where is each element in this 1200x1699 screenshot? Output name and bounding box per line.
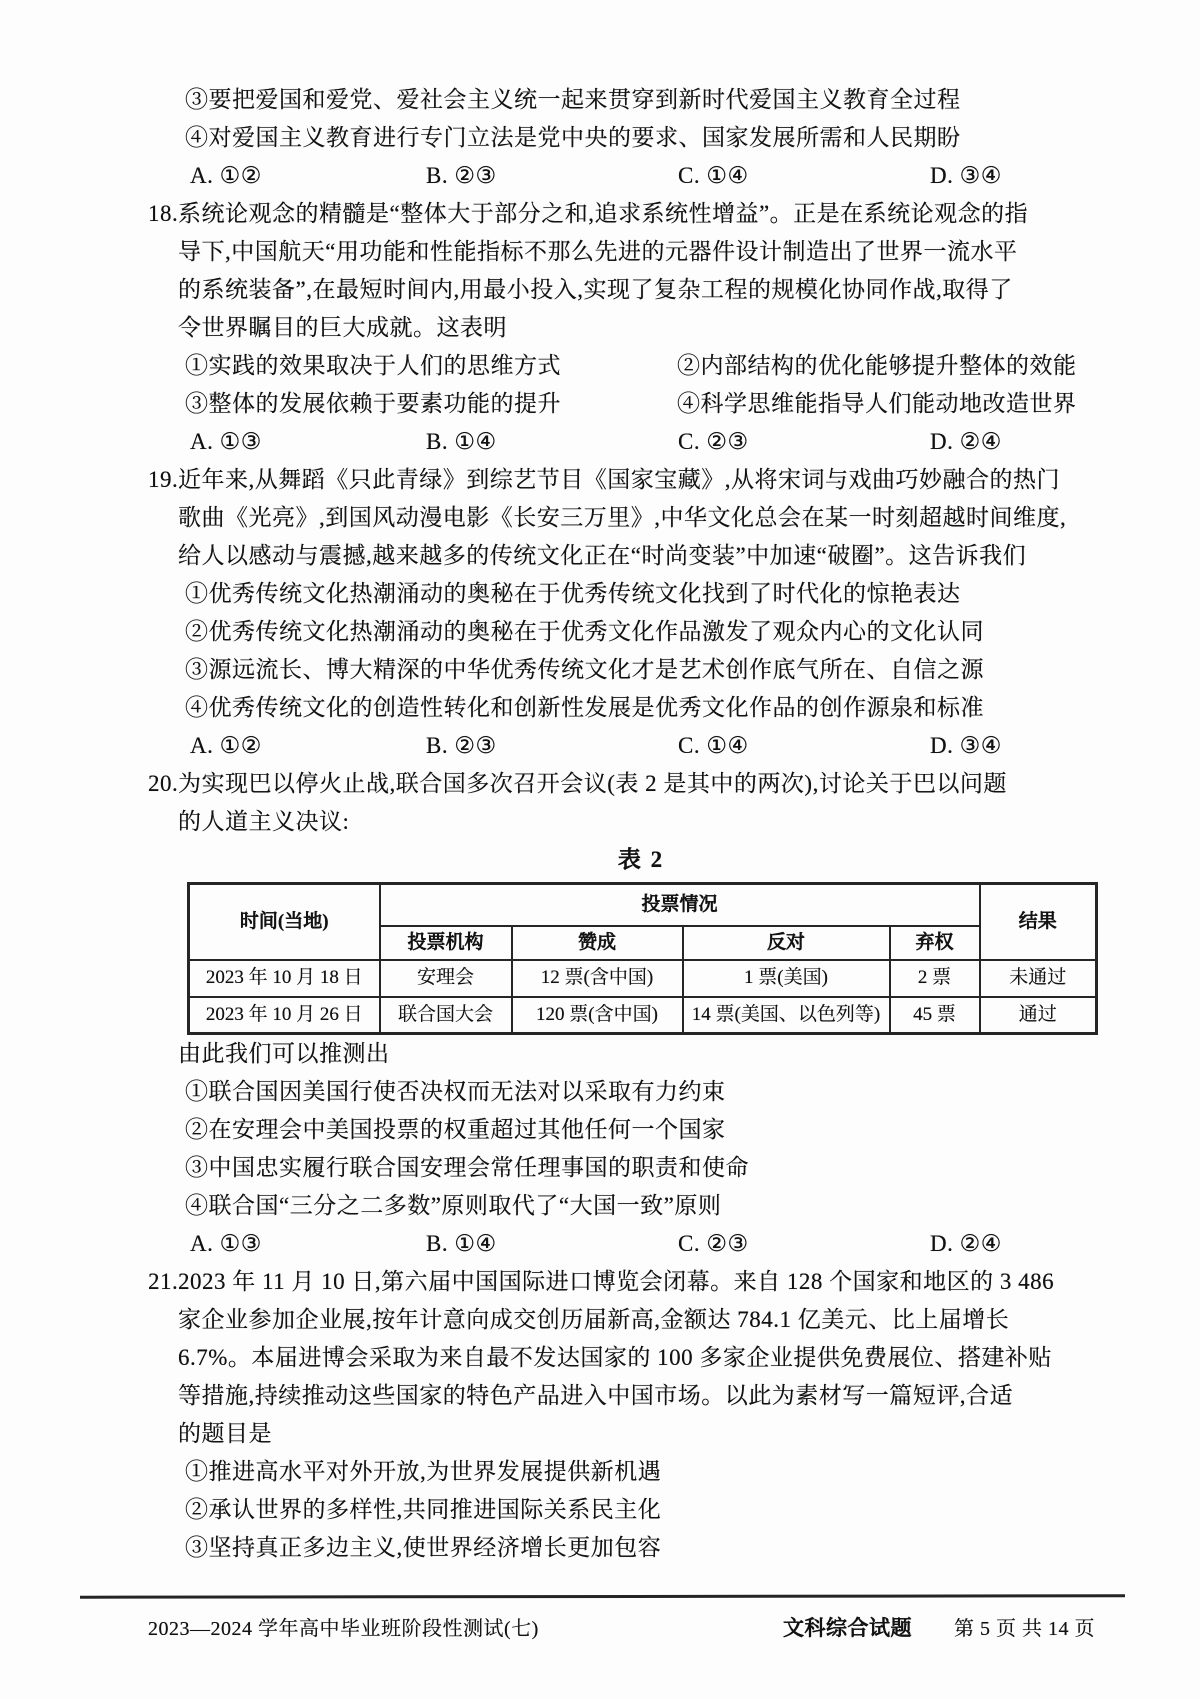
q20-option-c: C. ②③: [678, 1231, 749, 1256]
vote-table: [187, 882, 1098, 1035]
q19-options: [148, 727, 1120, 765]
q19-stem-line: 歌曲《光亮》,到国风动漫电影《长安三万里》,中华文化总会在某一时刻超越时间维度,: [178, 505, 1067, 530]
table-cell-body: 安理会: [380, 960, 512, 997]
q18-stem-line: 导下,中国航天“用功能和性能指标不那么先进的元器件设计制造出了世界一流水平: [178, 239, 1018, 264]
q21-item-2: ②承认世界的多样性,共同推进国际关系民主化: [185, 1497, 662, 1522]
q20-stem-line: 的人道主义决议:: [178, 809, 350, 834]
q19-number: 19.: [148, 467, 179, 492]
exam-content: [148, 81, 1120, 1567]
q18-item-2: ②内部结构的优化能够提升整体的效能: [677, 353, 1077, 378]
footer-doc-title: 文科综合试题: [783, 1617, 912, 1640]
table-row: [189, 997, 1097, 1034]
table-cell-date: 2023 年 10 月 26 日: [189, 997, 380, 1034]
q20-item-1: ①联合国因美国行使否决权而无法对以采取有力约束: [185, 1079, 726, 1104]
footer-divider: [80, 1594, 1125, 1598]
q18-option-b: B. ①④: [426, 429, 497, 454]
q18-number: 18.: [148, 201, 179, 226]
table-cell-result: 通过: [980, 997, 1097, 1034]
q19-option-a: A. ①②: [190, 733, 262, 758]
q19-stem-line: 近年来,从舞蹈《只此青绿》到综艺节目《国家宝藏》,从将宋词与戏曲巧妙融合的热门: [178, 467, 1060, 492]
q17-options: [148, 157, 1120, 195]
q20-options: [148, 1225, 1120, 1263]
table-subheader-yes: 赞成: [512, 926, 683, 960]
table-header-time: 时间(当地): [189, 884, 380, 960]
q19-option-b: B. ②③: [426, 733, 497, 758]
q20-option-a: A. ①③: [190, 1231, 262, 1256]
q19-item-3: ③源远流长、博大精深的中华优秀传统文化才是艺术创作底气所在、自信之源: [185, 657, 984, 682]
table-row: [189, 960, 1097, 997]
question-20: [148, 765, 1120, 1263]
q20-stem-line: 为实现巴以停火止战,联合国多次召开会议(表 2 是其中的两次),讨论关于巴以问题: [178, 771, 1007, 796]
question-21: [148, 1263, 1120, 1567]
q17-option-b: B. ②③: [426, 163, 497, 188]
q18-options: [148, 423, 1120, 461]
table-subheader-abstain: 弃权: [890, 926, 980, 960]
q20-number: 20.: [148, 771, 179, 796]
q18-item-4: ④科学思维能指导人们能动地改造世界: [677, 391, 1077, 416]
q18-item-3: ③整体的发展依赖于要素功能的提升: [185, 391, 561, 416]
table-cell-result: 未通过: [980, 960, 1097, 997]
q18-option-c: C. ②③: [678, 429, 749, 454]
question-19: [148, 461, 1120, 765]
q21-stem-line: 6.7%。本届进博会采取为来自最不发达国家的 100 多家企业提供免费展位、搭建补贴: [178, 1345, 1052, 1370]
table-cell-yes: 12 票(含中国): [512, 960, 683, 997]
q18-stem-line: 系统论观念的精髓是“整体大于部分之和,追求系统性增益”。正是在系统论观念的指: [178, 201, 1029, 226]
q18-item-1: ①实践的效果取决于人们的思维方式: [185, 353, 561, 378]
q21-stem-line: 的题目是: [178, 1421, 272, 1446]
q21-stem-line: 家企业参加企业展,按年计意向成交创历届新高,金额达 784.1 亿美元、比上届增长: [178, 1307, 1010, 1332]
q18-items: [148, 347, 1120, 423]
table-cell-date: 2023 年 10 月 18 日: [189, 960, 380, 997]
q18-stem-line: 令世界瞩目的巨大成就。这表明: [178, 315, 507, 340]
q19-option-c: C. ①④: [678, 733, 749, 758]
q18-option-a: A. ①③: [190, 429, 262, 454]
q17-option-a: A. ①②: [190, 163, 262, 188]
table-cell-abstain: 2 票: [890, 960, 980, 997]
question-17-tail: [148, 81, 1120, 195]
q19-item-4: ④优秀传统文化的创造性转化和创新性发展是优秀文化作品的创作源泉和标准: [185, 695, 984, 720]
q20-option-d: D. ②④: [930, 1231, 1002, 1256]
q20-table-block: [187, 841, 1095, 1035]
q19-item-1: ①优秀传统文化热潮涌动的奥秘在于优秀传统文化找到了时代化的惊艳表达: [185, 581, 961, 606]
q21-stem-line: 等措施,持续推动这些国家的特色产品进入中国市场。以此为素材写一篇短评,合适: [178, 1383, 1013, 1408]
q19-option-d: D. ③④: [930, 733, 1002, 758]
table-header-voting: 投票情况: [380, 884, 980, 926]
table-cell-abstain: 45 票: [890, 997, 980, 1034]
footer-exam-title: 2023—2024 学年高中毕业班阶段性测试(七): [148, 1618, 539, 1640]
q21-item-1: ①推进高水平对外开放,为世界发展提供新机遇: [185, 1459, 662, 1484]
table-subheader-body: 投票机构: [380, 926, 512, 960]
table-subheader-no: 反对: [683, 926, 890, 960]
page-footer: [148, 1612, 1095, 1642]
q20-option-b: B. ①④: [426, 1231, 497, 1256]
q21-item-3: ③坚持真正多边主义,使世界经济增长更加包容: [185, 1535, 662, 1560]
table-caption: 表 2: [617, 847, 665, 872]
table-cell-no: 1 票(美国): [683, 960, 890, 997]
footer-page-number: 第 5 页 共 14 页: [954, 1618, 1095, 1640]
q20-lead-out: 由此我们可以推测出: [178, 1041, 390, 1066]
table-cell-body: 联合国大会: [380, 997, 512, 1034]
q18-stem-line: 的系统装备”,在最短时间内,用最小投入,实现了复杂工程的规模化协同作战,取得了: [178, 277, 1013, 302]
footer-right-group: [783, 1612, 1095, 1642]
q17-option-d: D. ③④: [930, 163, 1002, 188]
table-cell-yes: 120 票(含中国): [512, 997, 683, 1034]
q21-number: 21.: [148, 1269, 179, 1294]
question-18: [148, 195, 1120, 461]
q21-stem-line: 2023 年 11 月 10 日,第六届中国国际进口博览会闭幕。来自 128 个国家和地区的 3 486: [178, 1269, 1055, 1294]
q19-item-2: ②优秀传统文化热潮涌动的奥秘在于优秀文化作品激发了观众内心的文化认同: [185, 619, 984, 644]
q19-stem-line: 给人以感动与震撼,越来越多的传统文化正在“时尚变装”中加速“破圈”。这告诉我们: [178, 543, 1027, 568]
q18-option-d: D. ②④: [930, 429, 1002, 454]
q20-item-4: ④联合国“三分之二多数”原则取代了“大国一致”原则: [185, 1193, 722, 1218]
q20-item-2: ②在安理会中美国投票的权重超过其他任何一个国家: [185, 1117, 726, 1142]
q17-item-3: ③要把爱国和爱党、爱社会主义统一起来贯穿到新时代爱国主义教育全过程: [185, 87, 961, 112]
table-header-result: 结果: [980, 884, 1097, 960]
table-cell-no: 14 票(美国、以色列等): [683, 997, 890, 1034]
q17-option-c: C. ①④: [678, 163, 749, 188]
q20-item-3: ③中国忠实履行联合国安理会常任理事国的职责和使命: [185, 1155, 749, 1180]
q17-item-4: ④对爱国主义教育进行专门立法是党中央的要求、国家发展所需和人民期盼: [185, 125, 961, 150]
